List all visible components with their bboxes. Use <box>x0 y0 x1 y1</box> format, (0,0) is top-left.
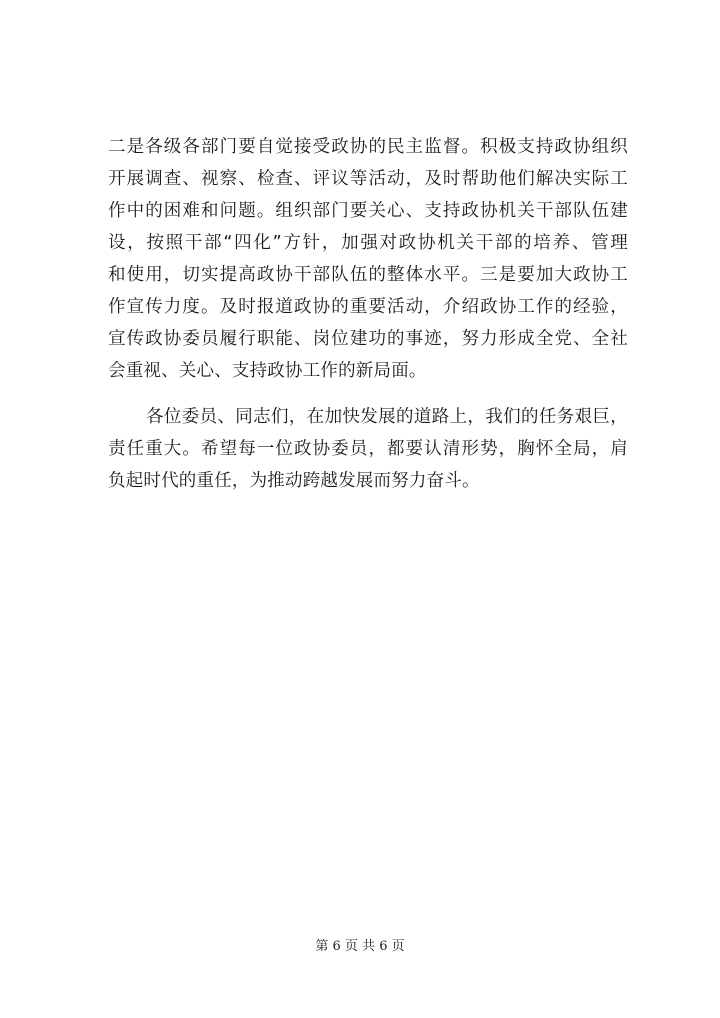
page-footer: 第 6 页 共 6 页 <box>315 939 405 954</box>
text-line: 负起时代的重任，为推动跨越发展而努力奋斗。 <box>108 471 480 491</box>
text-line: 责任重大。希望每一位政协委员，都要认清形势，胸怀全局，肩 <box>108 439 628 459</box>
text-line: 会重视、关心、支持政协工作的新局面。 <box>108 361 427 381</box>
paragraph-2 <box>108 401 628 497</box>
paragraph-1 <box>108 131 628 387</box>
document-body <box>108 131 628 497</box>
text-line: 各位委员、同志们，在加快发展的道路上，我们的任务艰巨， <box>146 407 628 427</box>
text-line: 和使用，切实提高政协干部队伍的整体水平。三是要加大政协工 <box>108 265 628 285</box>
text-line: 宣传政协委员履行职能、岗位建功的事迹，努力形成全党、全社 <box>108 329 628 349</box>
text-line: 二是各级各部门要自觉接受政协的民主监督。积极支持政协组织 <box>108 137 628 157</box>
text-line: 开展调查、视察、检查、评议等活动，及时帮助他们解决实际工 <box>108 169 628 189</box>
text-line: 设，按照干部“四化”方针，加强对政协机关干部的培养、管理 <box>108 233 628 253</box>
text-line: 作中的困难和问题。组织部门要关心、支持政协机关干部队伍建 <box>108 201 628 221</box>
text-line: 作宣传力度。及时报道政协的重要活动，介绍政协工作的经验， <box>108 297 628 317</box>
